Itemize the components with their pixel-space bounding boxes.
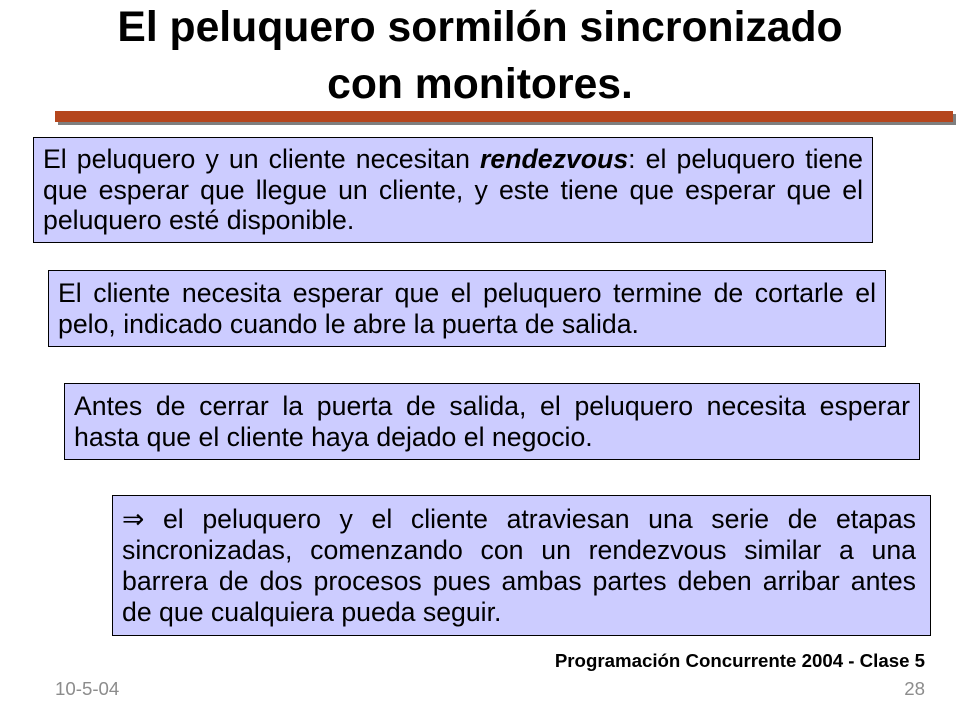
rendezvous-text-before: El peluquero y un cliente necesitan — [43, 143, 481, 174]
slide-title-line-1: El peluquero sormilón sincronizado — [117, 3, 843, 51]
slide-title — [0, 0, 960, 113]
rendezvous-text-box — [33, 137, 873, 243]
client-wait-paragraph: El cliente necesita esperar que el peluquero termine de cortarle el pelo, indicado cuando le abre la puerta de salida. — [58, 277, 876, 339]
conclusion-text: el peluquero y el cliente atraviesan una serie de etapas sincronizadas, comenzando con un rendezvous similar a una barrera de dos procesos pues ambas partes deben arribar antes de que cualquiera pueda seguir. — [122, 503, 917, 627]
rendezvous-emphasis: rendezvous — [480, 143, 629, 174]
implies-arrow-icon: ⇒ — [122, 503, 145, 535]
barber-wait-text-box — [64, 383, 920, 460]
footer-course-title: Programación Concurrente 2004 - Clase 5 — [554, 650, 925, 671]
footer-page-number: 28 — [904, 678, 925, 699]
rendezvous-paragraph — [43, 144, 863, 236]
client-wait-text-box — [48, 270, 886, 347]
barber-wait-paragraph: Antes de cerrar la puerta de salida, el peluquero necesita esperar hasta que el cliente haya dejado el negocio. — [74, 390, 910, 452]
title-underline-bar — [55, 111, 953, 122]
conclusion-paragraph — [122, 504, 916, 628]
rendezvous-text-after: : el peluquero tiene que esperar que llegue un cliente, y este tiene que esperar que el peluquero esté disponible. — [43, 143, 864, 236]
footer-date: 10-5-04 — [55, 678, 120, 699]
slide-title-line-2: con monitores. — [327, 60, 633, 108]
conclusion-text-box — [112, 495, 931, 636]
